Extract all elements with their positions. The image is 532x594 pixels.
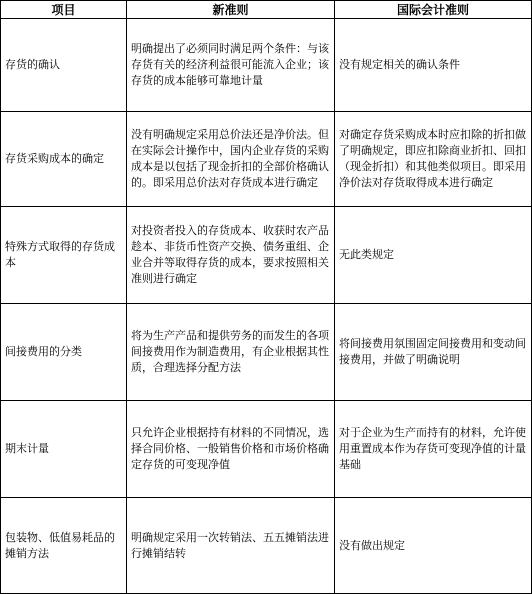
table-row <box>1 19 532 112</box>
row-item-cell: 特殊方式取得的存货成本 <box>1 207 127 304</box>
row-ias-cell: 没有规定相关的确认条件 <box>335 19 532 112</box>
row-item-cell: 存货的确认 <box>1 19 127 112</box>
row-new-standard-cell: 对投资者投入的存货成本、收获时农产品趁本、非货币性资产交换、债务重组、企业合并等取得存货的成本，要求按照相关准则进行确定 <box>127 207 335 304</box>
header-item: 项目 <box>1 1 127 19</box>
table-row <box>1 112 532 207</box>
row-new-standard-cell: 明确提出了必须同时满足两个条件：与该存货有关的经济利益很可能流入企业；该存货的成本能够可靠地计量 <box>127 19 335 112</box>
table-row <box>1 498 532 594</box>
row-ias-cell: 对确定存货采购成本时应扣除的折扣做了明确规定，即应扣除商业折扣、回扣（现金折扣）和其他类似项目。即采用净价法对存货取得成本进行确定 <box>335 112 532 207</box>
row-ias-cell: 将间接费用氛围固定间接费用和变动间接费用，并做了明确说明 <box>335 304 532 401</box>
row-item-cell: 间接费用的分类 <box>1 304 127 401</box>
row-ias-cell: 没有做出规定 <box>335 498 532 594</box>
row-new-standard-cell: 将为生产产品和提供劳务的而发生的各项间接费用作为制造费用，有企业根据其性质，合理选择分配方法 <box>127 304 335 401</box>
row-item-cell: 包装物、低值易耗品的摊销方法 <box>1 498 127 594</box>
row-item-cell: 存货采购成本的确定 <box>1 112 127 207</box>
row-ias-cell: 对于企业为生产而持有的材料，允许使用重置成本作为存货可变现净值的计量基础 <box>335 401 532 498</box>
table-row <box>1 401 532 498</box>
header-row <box>1 1 532 19</box>
row-new-standard-cell: 没有明确规定采用总价法还是净价法。但在实际会计操作中，国内企业存货的采购成本是以包括了现金折扣的全部价格确认的。即采用总价法对存货成本进行确定 <box>127 112 335 207</box>
row-new-standard-cell: 只允许企业根据持有材料的不同情况，选择合同价格、一般销售价格和市场价格确定存货的可变现净值 <box>127 401 335 498</box>
table-row <box>1 207 532 304</box>
table-row <box>1 304 532 401</box>
row-ias-cell: 无此类规定 <box>335 207 532 304</box>
header-ias: 国际会计准则 <box>335 1 532 19</box>
row-new-standard-cell: 明确规定采用一次转销法、五五摊销法进行摊销结转 <box>127 498 335 594</box>
header-new-standard: 新准则 <box>127 1 335 19</box>
row-item-cell: 期末计量 <box>1 401 127 498</box>
